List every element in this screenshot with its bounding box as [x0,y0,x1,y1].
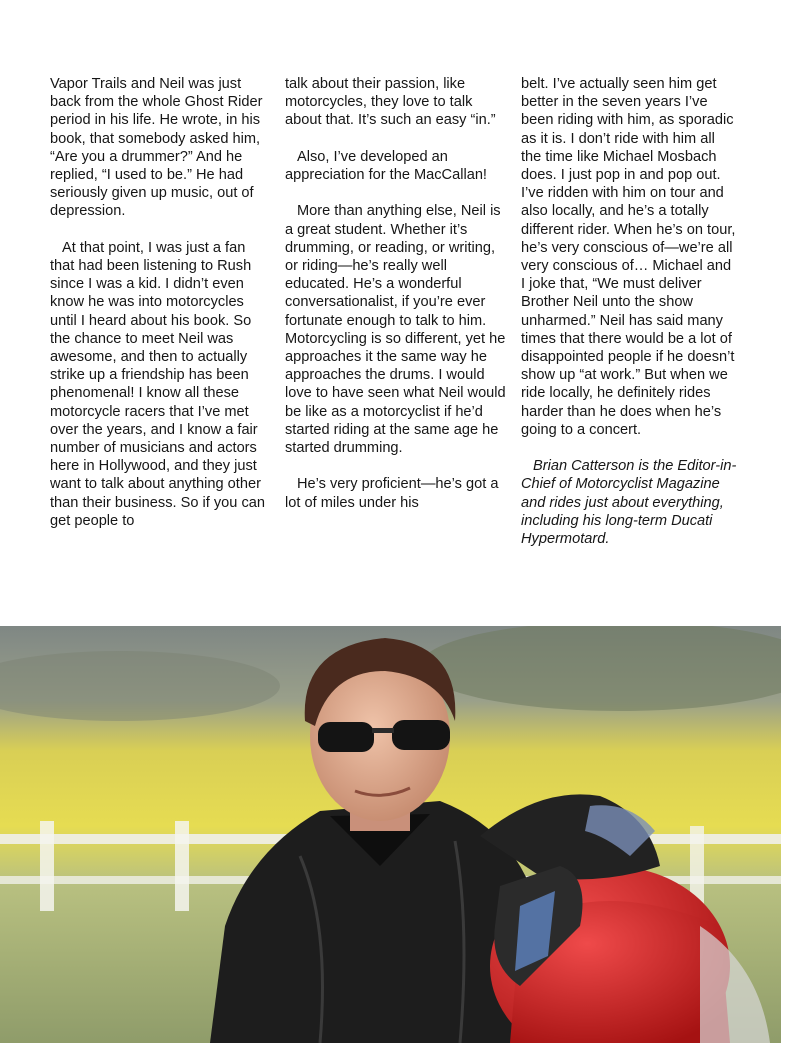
paragraph: talk about their passion, like motorcycles, they love to talk about that. It’s such an easy “in.” [285,76,496,129]
column-1 [50,75,272,530]
column-3 [521,75,739,548]
paragraph: At that point, I was just a fan that had been listening to Rush since I was a kid. I didn’t even know he was into motorcycles until I heard about his book. So the chance to meet Neil was awesome, and then to actually strike up a friendship has been phenomenal! I know all these motorcycle racers that I’ve met over the years, and I know a fair number of musicians and actors here in Hollywood, and they just want to talk about anything other than their business. So if you can get people to [50,239,265,529]
paragraph: Vapor Trails and Neil was just back from the whole Ghost Rider period in his life. He wrote, in his book, that somebody asked him, “Are you a drummer?” And he replied, “I used to be.” He had seriously given up music, out of depression. [50,76,263,220]
paragraph: He’s very proficient—he’s got a lot of miles under his [285,476,499,511]
author-bio: Brian Catterson is the Editor-in-Chief of Motorcyclist Magazine and rides just about everything, including his long-term Ducati Hypermotard. [521,458,737,548]
column-2 [285,75,507,512]
paragraph: More than anything else, Neil is a great student. Whether it’s drumming, or reading, or writing, or riding—he’s really well educated. He’s a wonderful conversationalist, if you’re ever fortunate enough to talk to him. Motorcycling is so different, yet he approaches it the same way he approaches the drums. I would love to have seen what Neil would be like as a motorcyclist if he’d started riding at the same age he started drumming. [285,203,506,457]
motorcyclist-photo [0,626,781,1043]
paragraph: Also, I’ve developed an appreciation for the MacCallan! [285,148,487,183]
paragraph: belt. I’ve actually seen him get better in the seven years I’ve been riding with him, as sporadic as it is. I don’t ride with him all the time like Michael Mosbach does. I just pop in and pop out. I’ve ridden with him on tour and also locally, and he’s a totally different rider. When he’s on tour, he’s very conscious of—we’re all very conscious of… Michael and I joke that, “We must deliver Brother Neil unto the show unharmed.” Neil has said many times that there would be a lot of disappointed people if he doesn’t show up “at work.” But when we ride locally, he definitely rides harder than he does when he’s going to a concert. [521,76,736,438]
